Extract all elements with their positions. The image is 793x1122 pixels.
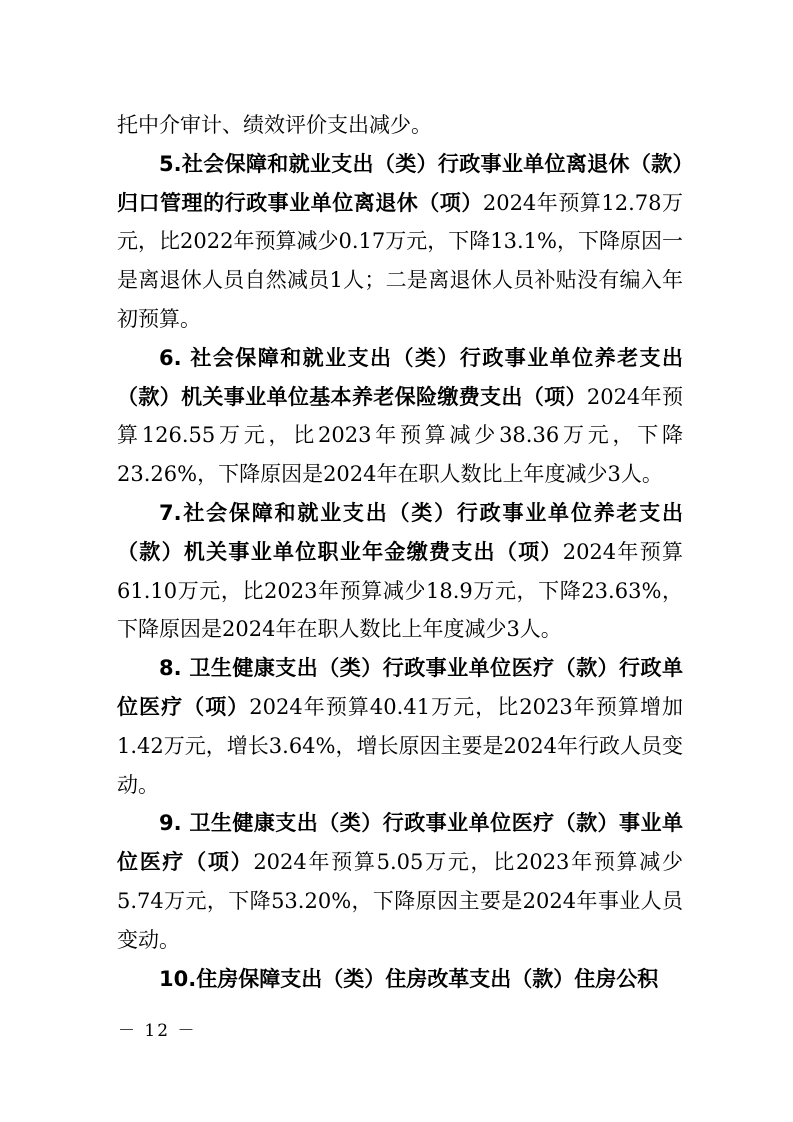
paragraph-item-10 xyxy=(117,960,683,999)
paragraph-heading: 8. 卫生健康支出（类）行政事业单位医疗（款）行政单位医疗（项） xyxy=(117,656,683,719)
paragraph-text: 2024年预算12.78万元，比2022年预算减少0.17万元，下降13.1%，下降原因一是离退休人员自然减员1人；二是离退休人员补贴没有编入年初预算。 xyxy=(117,190,684,331)
paragraph-text: 2024年预算40.41万元，比2023年预算增加1.42万元，增长3.64%，增长原因主要是2024年行政人员变动。 xyxy=(117,694,683,797)
paragraph-item-5 xyxy=(117,145,683,339)
paragraph-continued xyxy=(117,106,683,145)
paragraph-heading: 10.住房保障支出（类）住房改革支出（款）住房公积 xyxy=(159,966,659,991)
paragraph-heading: 6. 社会保障和就业支出（类）行政事业单位养老支出（款）机关事业单位基本养老保险缴费支出（项） xyxy=(117,345,683,409)
paragraph-item-9 xyxy=(117,804,683,959)
page-number: － 12 － xyxy=(118,1021,197,1041)
paragraph-text: 2024年预算5.05万元，比2023年预算减少5.74万元，下降53.20%，下降原因主要是2024年事业人员变动。 xyxy=(117,850,683,952)
paragraph-item-7 xyxy=(117,494,683,649)
paragraph-item-8 xyxy=(117,649,683,804)
paragraph-text: 2024年预算126.55万元，比2023年预算减少38.36万元，下降23.26%，下降原因是2024年在职人数比上年度减少3人。 xyxy=(117,384,683,487)
paragraph-heading: 7.社会保障和就业支出（类）行政事业单位养老支出（款）机关事业单位职业年金缴费支出（项） xyxy=(117,500,683,564)
paragraph-text: 托中介审计、绩效评价支出减少。 xyxy=(117,113,432,137)
paragraph-item-6 xyxy=(117,339,683,494)
paragraph-heading: 9. 卫生健康支出（类）行政事业单位医疗（款）事业单位医疗（项） xyxy=(117,811,683,875)
document-body xyxy=(117,106,683,998)
paragraph-heading: 5.社会保障和就业支出（类）行政事业单位离退休（款）归口管理的行政事业单位离退休（项） xyxy=(117,151,683,215)
paragraph-text: 2024年预算61.10万元，比2023年预算减少18.9万元，下降23.63%，下降原因是2024年在职人数比上年度减少3人。 xyxy=(117,539,684,642)
